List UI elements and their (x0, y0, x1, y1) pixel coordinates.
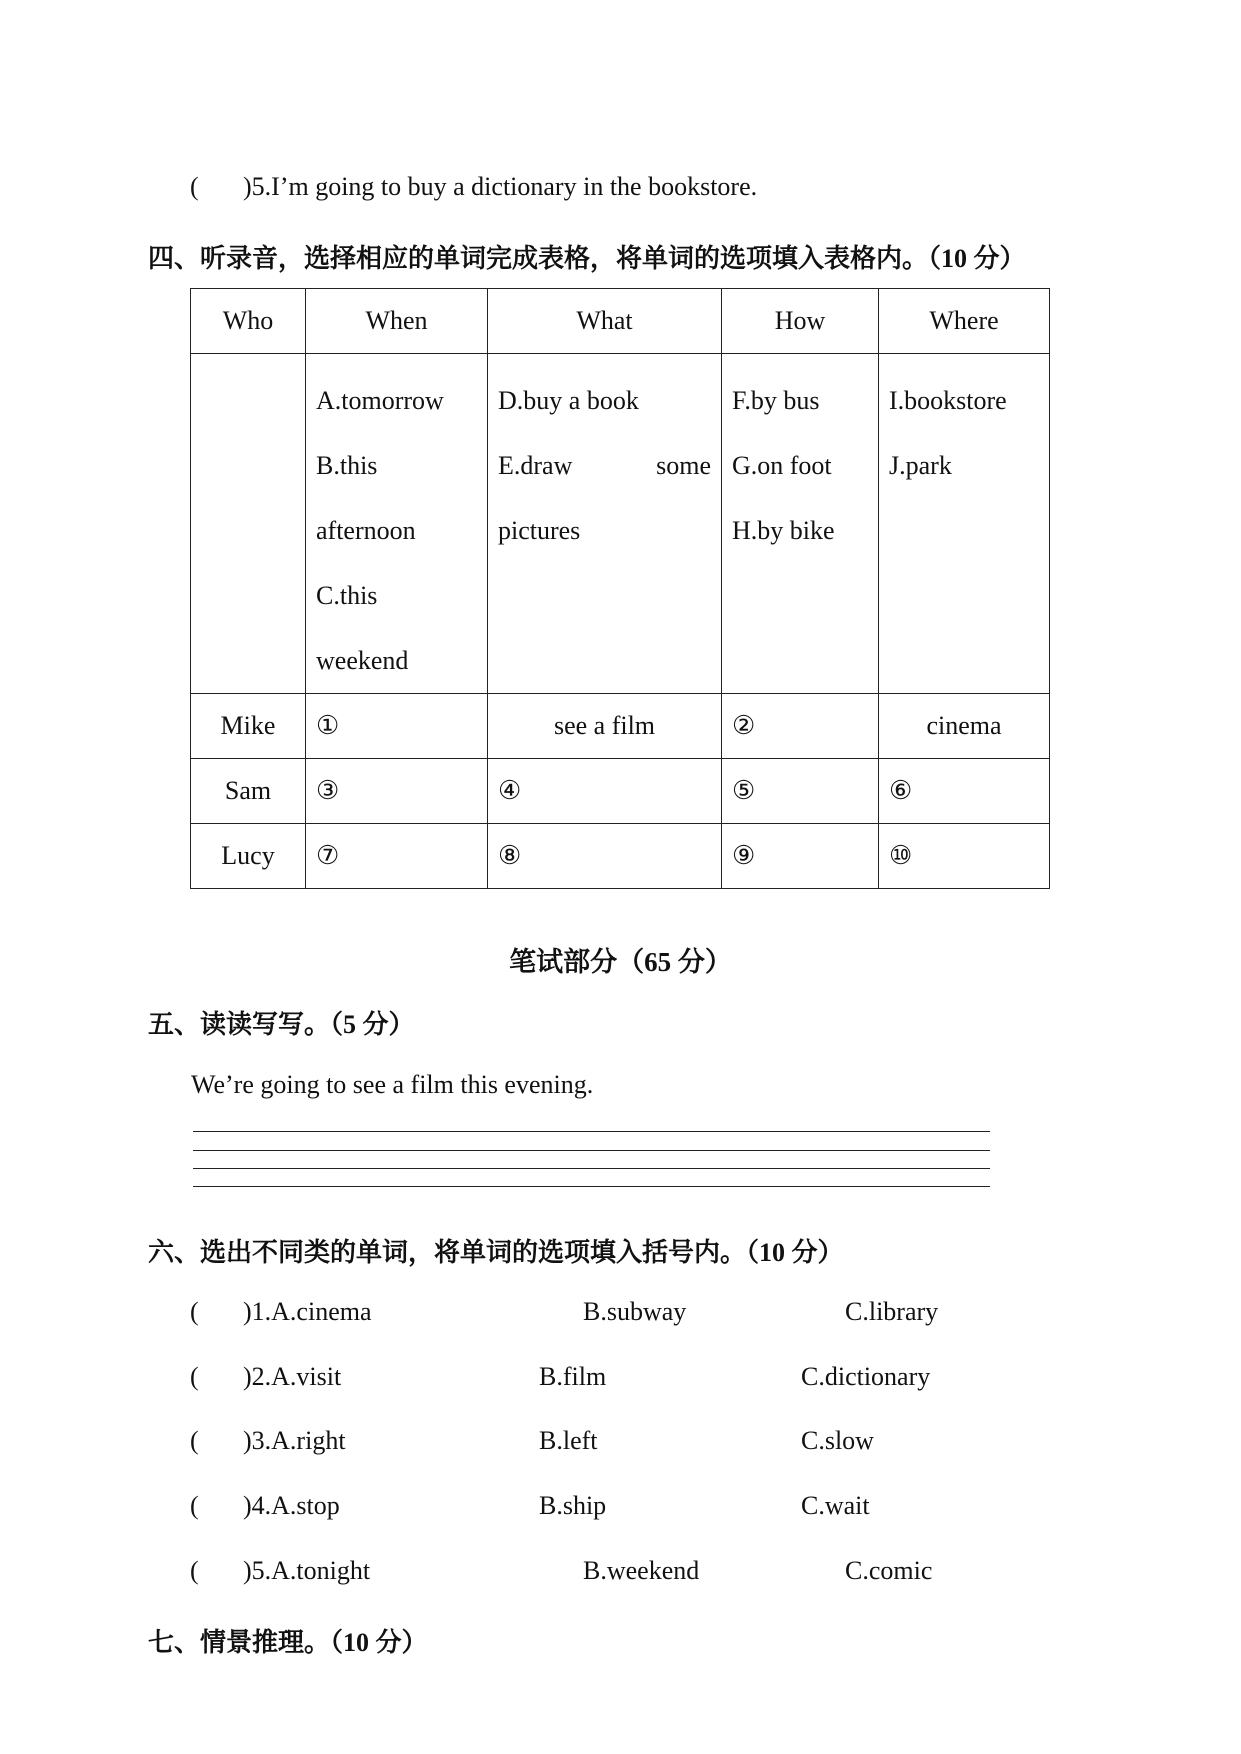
table-row (191, 694, 1050, 759)
option-c-cont: weekend (316, 646, 409, 675)
options-row (191, 354, 1050, 694)
table-row (191, 824, 1050, 889)
listening-table (190, 288, 1050, 889)
option-f: F.by bus (732, 386, 820, 415)
option-a: A.tomorrow (316, 386, 444, 415)
question-option-c: C.dictionary (801, 1362, 931, 1391)
option-b: B.this (316, 451, 378, 480)
options-what-cell (488, 354, 722, 694)
when-cell: ① (306, 694, 488, 759)
table-row (191, 759, 1050, 824)
option-e (498, 433, 711, 498)
answer-paren[interactable]: ( (190, 1491, 199, 1520)
question-option-a: )1.A.cinema (243, 1297, 372, 1326)
when-cell: ⑦ (306, 824, 488, 889)
question-option-a: )4.A.stop (243, 1491, 340, 1520)
how-cell: ⑤ (722, 759, 879, 824)
question-text: )5.I’m going to buy a dictionary in the bookstore. (243, 172, 758, 201)
question-option-a: )3.A.right (243, 1426, 346, 1455)
question-option-b: B.left (539, 1426, 598, 1455)
option-j: J.park (889, 451, 952, 480)
options-who-cell (191, 354, 306, 694)
who-cell: Sam (191, 759, 306, 824)
question-option-c: C.slow (801, 1426, 874, 1455)
who-cell: Lucy (191, 824, 306, 889)
question-option-a: )5.A.tonight (243, 1556, 371, 1585)
question-option-b: B.subway (583, 1297, 687, 1326)
what-cell: ⑧ (488, 824, 722, 889)
question-option-c: C.wait (801, 1491, 870, 1520)
question-option-b: B.weekend (583, 1556, 700, 1585)
option-c: C.this (316, 581, 378, 610)
answer-paren[interactable]: ( (190, 1297, 199, 1326)
option-g: G.on foot (732, 451, 832, 480)
option-e-cont: pictures (498, 516, 581, 545)
section6-heading: 六、选出不同类的单词，将单词的选项填入括号内。（10 分） (148, 1238, 844, 1267)
when-cell: ③ (306, 759, 488, 824)
option-e-word2: some (656, 451, 711, 480)
who-cell: Mike (191, 694, 306, 759)
header-who: Who (191, 289, 306, 354)
how-cell: ② (722, 694, 879, 759)
option-e-word1: E.draw (498, 451, 573, 480)
section5-heading: 五、读读写写。（5 分） (148, 1010, 415, 1039)
header-how: How (722, 289, 879, 354)
question-option-b: B.film (539, 1362, 607, 1391)
options-how-cell (722, 354, 879, 694)
answer-paren[interactable]: ( (190, 1426, 199, 1455)
section4-heading: 四、听录音，选择相应的单词完成表格，将单词的选项填入表格内。（10 分） (148, 244, 1026, 273)
section7-heading: 七、情景推理。（10 分） (148, 1628, 428, 1657)
header-where: Where (879, 289, 1050, 354)
table-header-row (191, 289, 1050, 354)
how-cell: ⑨ (722, 824, 879, 889)
what-cell: ④ (488, 759, 722, 824)
answer-paren: ( (190, 172, 199, 201)
where-cell: ⑥ (879, 759, 1050, 824)
answer-paren[interactable]: ( (190, 1556, 199, 1585)
writing-line[interactable] (193, 1150, 990, 1151)
question-option-b: B.ship (539, 1491, 607, 1520)
option-i: I.bookstore (889, 386, 1007, 415)
options-where-cell (879, 354, 1050, 694)
copy-sentence: We’re going to see a film this evening. (191, 1070, 594, 1099)
option-b-cont: afternoon (316, 516, 416, 545)
where-cell: ⑩ (879, 824, 1050, 889)
answer-paren[interactable]: ( (190, 1362, 199, 1391)
where-cell: cinema (879, 694, 1050, 759)
writing-line[interactable] (193, 1168, 990, 1169)
question-option-a: )2.A.visit (243, 1362, 342, 1391)
written-part-heading: 笔试部分（65 分） (509, 947, 732, 977)
what-cell: see a film (488, 694, 722, 759)
question-option-c: C.comic (845, 1556, 933, 1585)
header-what: What (488, 289, 722, 354)
writing-line[interactable] (193, 1186, 990, 1187)
writing-line[interactable] (193, 1131, 990, 1132)
option-h: H.by bike (732, 516, 835, 545)
options-when-cell (306, 354, 488, 694)
option-d: D.buy a book (498, 386, 639, 415)
header-when: When (306, 289, 488, 354)
question-option-c: C.library (845, 1297, 939, 1326)
